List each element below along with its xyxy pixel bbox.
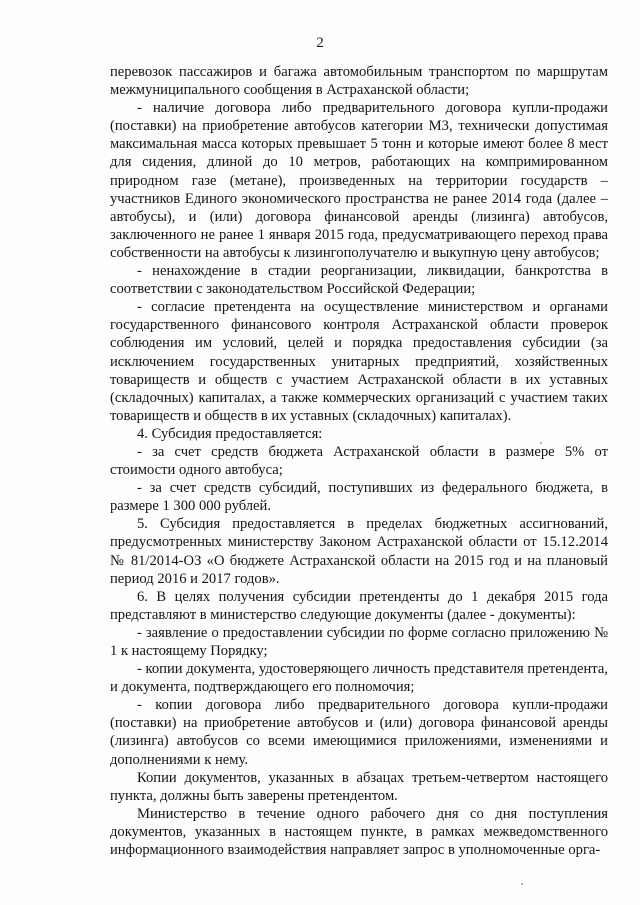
paragraph-identity-documents: - копии документа, удостоверяющего личность представителя претендента, и документа, подтверждающего его полномочия; <box>110 661 608 696</box>
paragraph-federal-budget-share: - за счет средств субсидий, поступивших из федерального бюджета, в размере 1 300 000 рублей. <box>110 480 608 515</box>
paragraph-regional-budget-share: - за счет средств бюджета Астраханской области в размере 5% от стоимости одного автобуса; <box>110 443 608 479</box>
paragraph-section-4-heading: 4. Субсидия предоставляется: <box>137 425 323 442</box>
paragraph-certification-note: Копии документов, указанных в абзацах третьем-четвертом настоящего пункта, должны быть заверены претендентом. <box>110 769 608 804</box>
paragraph-transport-continuation: перевозок пассажиров и багажа автомобильным транспортом по маршрутам межмуниципального сообщения в Астраханской области; <box>110 64 608 99</box>
document-body <box>110 63 608 859</box>
paragraph-section-6: 6. В целях получения субсидии претенденты до 1 декабря 2015 года представляют в министерство следующие документы (далее - документы): <box>110 588 608 623</box>
paragraph-application-form: - заявление о предоставлении субсидии по форме согласно приложению № 1 к настоящему Порядку; <box>110 624 608 659</box>
scan-speck <box>521 883 523 885</box>
paragraph-ministry-request: Министерство в течение одного рабочего дня со дня поступления документов, указанных в настоящем пункте, в рамках межведомственного информационного взаимодействия направляет запрос в уполномоченные орга- <box>110 805 608 859</box>
paragraph-contract-copies: - копии договора либо предварительного договора купли-продажи (поставки) на приобретение автобусов и (или) договора финансовой аренды (лизинга) автобусов со всеми имеющимися приложениями, изменениями и дополнениями к нему. <box>110 697 608 768</box>
paragraph-section-5: 5. Субсидия предоставляется в пределах бюджетных ассигнований, предусмотренных министерству Законом Астраханской области от 15.12.2014 № 81/2014-ОЗ «О бюджете Астраханской области на 2015 год и на плановый период 2016 и 2017 годов». <box>110 516 608 587</box>
paragraph-audit-consent-condition: - согласие претендента на осуществление министерством и органами государственного финансового контроля Астраханской области проверок соблюдения им условий, целей и порядка предоставления субсидии (за исключением государственных унитарных предприятий, хозяйственных товариществ и обществ с участием Астраханской области в их уставных (складочных) капиталах, а также коммерческих организаций с участием таких товариществ и обществ в их уставных (складочных) капиталах). <box>110 299 608 424</box>
paragraph-no-reorganization-condition: - ненахождение в стадии реорганизации, ликвидации, банкротства в соответствии с законодательством Российской Федерации; <box>110 263 608 298</box>
scan-speck <box>540 442 542 444</box>
paragraph-bus-contract-condition: - наличие договора либо предварительного договора купли-продажи (поставки) на приобретение автобусов категории М3, технически допустимая максимальная масса которых превышает 5 тонн и которые имеют более 8 мест для сидения, длиной до 10 метров, работающих на компримированном природном газе (метане), произведенных на территории государств – участников Единого экономического пространства не ранее 2014 года (далее – автобусы), и (или) договора финансовой аренды (лизинга) автобусов, заключенного не ранее 1 января 2015 года, предусматривающего переход права собственности на автобусы к лизингополучателю и выкупную цену автобусов; <box>110 100 608 261</box>
page-number: 2 <box>316 35 324 51</box>
